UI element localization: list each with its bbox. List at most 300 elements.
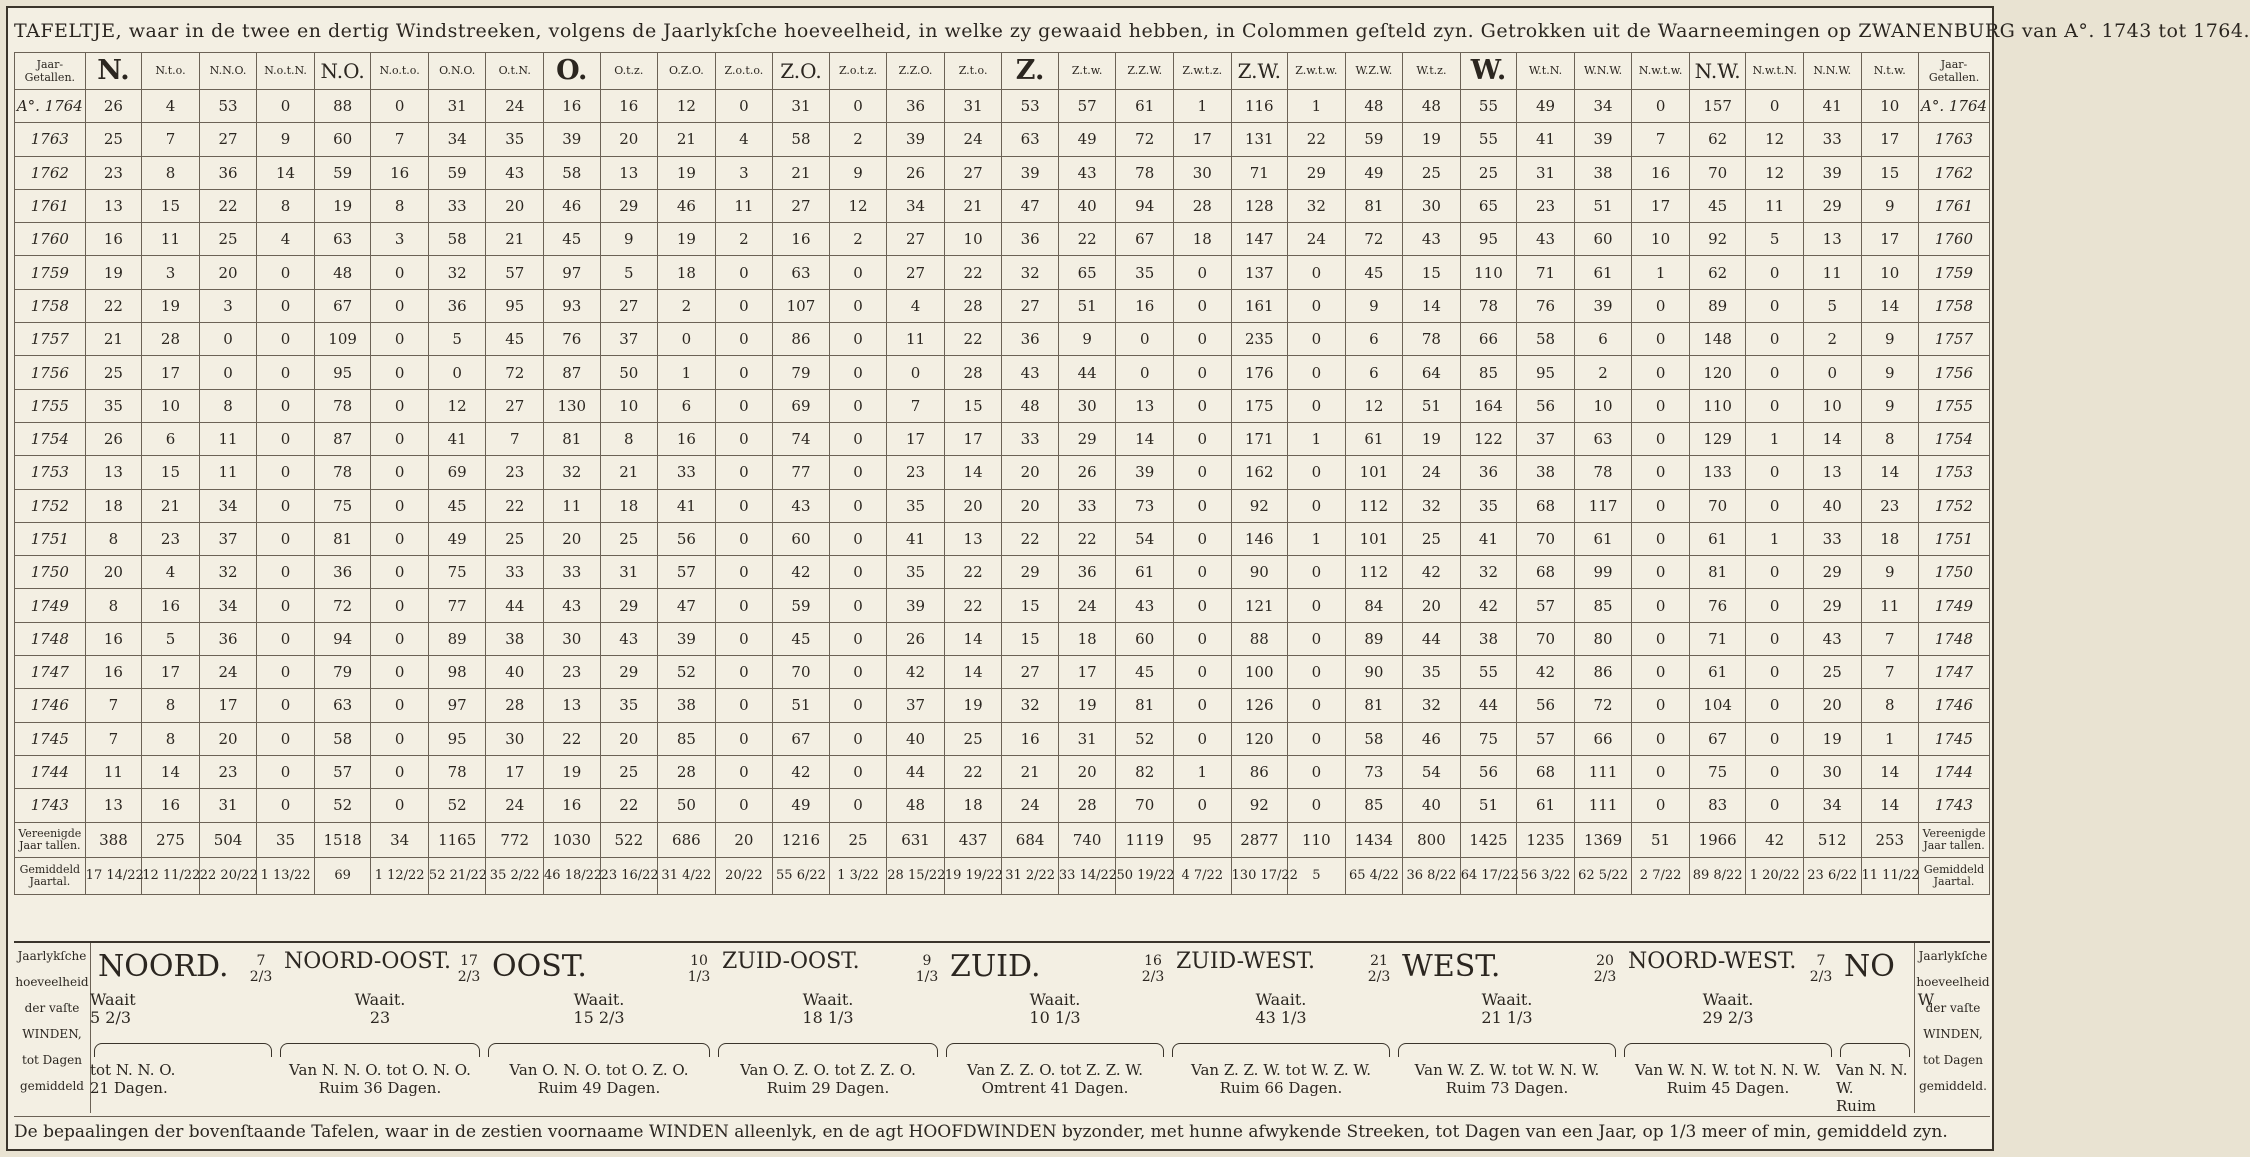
value-cell: 0 [715, 522, 773, 555]
range-text: Van Z. Z. W. tot W. Z. W. [1191, 1061, 1371, 1079]
value-cell: 0 [658, 323, 716, 356]
value-cell: 20 [1058, 755, 1116, 788]
sum-cell: 2877 [1231, 822, 1288, 857]
value-cell: 12 [1746, 156, 1804, 189]
value-cell: 0 [257, 422, 315, 455]
value-cell: 0 [715, 422, 773, 455]
sum-label-right: Vereenigde Jaar tallen. [1919, 822, 1990, 857]
value-cell: 89 [1345, 622, 1403, 655]
value-cell: 100 [1231, 656, 1288, 689]
value-cell: 25 [1403, 156, 1461, 189]
value-cell: 85 [1460, 356, 1517, 389]
sum-cell: 686 [658, 822, 716, 857]
average-cell: 52 21/22 [428, 857, 486, 894]
value-cell: 30 [544, 622, 601, 655]
value-cell: 19 [314, 189, 371, 222]
value-cell: 0 [1746, 789, 1804, 822]
value-cell: 63 [1002, 123, 1059, 156]
value-cell: 16 [773, 223, 830, 256]
value-cell: 58 [314, 722, 371, 755]
sum-cell: 1216 [773, 822, 830, 857]
value-cell: 7 [85, 689, 142, 722]
value-cell: 28 [1173, 189, 1231, 222]
value-cell: 110 [1689, 389, 1746, 422]
value-cell: 61 [1116, 90, 1174, 123]
value-cell: 46 [1403, 722, 1461, 755]
value-cell: 55 [1460, 656, 1517, 689]
value-cell: 133 [1689, 456, 1746, 489]
value-cell: 43 [1803, 622, 1861, 655]
sum-cell: 42 [1746, 822, 1804, 857]
value-cell: 43 [600, 622, 658, 655]
value-cell: 58 [428, 223, 486, 256]
value-cell: 0 [1746, 755, 1804, 788]
value-cell: 4 [257, 223, 315, 256]
value-cell: 23 [1517, 189, 1575, 222]
year-cell-right: A°. 1764 [1919, 90, 1990, 123]
days-text: 21 Dagen. [90, 1079, 168, 1097]
value-cell: 17 [1632, 189, 1690, 222]
value-cell: 0 [1632, 622, 1690, 655]
column-header: Z.W. [1231, 53, 1288, 90]
value-cell: 32 [428, 256, 486, 289]
label-line: Jaarlykſche [1918, 949, 1988, 963]
sum-cell: 772 [486, 822, 544, 857]
brace-line [718, 1043, 938, 1057]
value-cell: 0 [715, 356, 773, 389]
value-cell: 0 [257, 289, 315, 322]
sum-cell: 1434 [1345, 822, 1403, 857]
value-cell: 90 [1231, 556, 1288, 589]
value-cell: 13 [1803, 456, 1861, 489]
value-cell: 19 [1403, 422, 1461, 455]
value-cell: 20 [85, 556, 142, 589]
value-cell: 235 [1231, 323, 1288, 356]
value-cell: 41 [658, 489, 716, 522]
label-line: gemiddeld. [1919, 1079, 1987, 1093]
value-cell: 0 [715, 622, 773, 655]
value-cell: 9 [1861, 189, 1919, 222]
waait-label [90, 991, 270, 1027]
value-cell: 20 [944, 489, 1002, 522]
value-cell: 78 [314, 456, 371, 489]
value-cell: 80 [1574, 622, 1632, 655]
year-cell: 1752 [15, 489, 86, 522]
value-cell: 64 [1403, 356, 1461, 389]
wind-group-name: NO [1844, 949, 1895, 984]
value-cell: 75 [1689, 755, 1746, 788]
value-cell: 0 [1173, 689, 1231, 722]
value-cell: 0 [1116, 356, 1174, 389]
days-text: Ruim 66 Dagen. [1219, 1079, 1343, 1097]
value-cell: 0 [829, 289, 887, 322]
sum-cell: 1119 [1116, 822, 1174, 857]
value-cell: 10 [1861, 90, 1919, 123]
value-cell: 14 [1861, 755, 1919, 788]
sum-cell: 275 [142, 822, 200, 857]
value-cell: 93 [544, 289, 601, 322]
label-line: hoeveelheid [1916, 975, 1990, 989]
value-cell: 45 [1689, 189, 1746, 222]
days-text: Ruim 73 Dagen. [1445, 1079, 1569, 1097]
value-cell: 3 [142, 256, 200, 289]
label-line: WINDEN, [22, 1027, 82, 1041]
value-cell: 1 [1288, 90, 1346, 123]
value-cell: 49 [773, 789, 830, 822]
value-cell: 47 [658, 589, 716, 622]
value-cell: 72 [1345, 223, 1403, 256]
value-cell: 0 [829, 589, 887, 622]
value-cell: 15 [1403, 256, 1461, 289]
value-cell: 137 [1231, 256, 1288, 289]
average-cell: 1 20/22 [1746, 857, 1804, 894]
value-cell: 14 [1861, 289, 1919, 322]
value-cell: 20 [486, 189, 544, 222]
days-text: Ruim 36 Dagen. [318, 1079, 442, 1097]
value-cell: 117 [1574, 489, 1632, 522]
value-cell: 22 [1288, 123, 1346, 156]
waait-text: Waait. [573, 990, 625, 1009]
value-cell: 0 [371, 256, 429, 289]
sum-cell: 1369 [1574, 822, 1632, 857]
value-cell: 25 [1803, 656, 1861, 689]
value-cell: 0 [1632, 489, 1690, 522]
value-cell: 7 [887, 389, 945, 422]
year-cell-right: 1762 [1919, 156, 1990, 189]
value-cell: 0 [829, 389, 887, 422]
value-cell: 35 [887, 489, 945, 522]
value-cell: 0 [715, 722, 773, 755]
value-cell: 76 [1517, 289, 1575, 322]
value-cell: 55 [1460, 90, 1517, 123]
value-cell: 30 [1403, 189, 1461, 222]
value-cell: 57 [1517, 722, 1575, 755]
value-cell: 28 [486, 689, 544, 722]
sum-cell: 740 [1058, 822, 1116, 857]
column-header: O. [544, 53, 601, 90]
column-header: N.t.o. [142, 53, 200, 90]
value-cell: 49 [1345, 156, 1403, 189]
average-cell: 22 20/22 [199, 857, 257, 894]
label-line: Jaarlykſche [17, 949, 87, 963]
value-cell: 0 [1288, 755, 1346, 788]
brace-line [280, 1043, 480, 1057]
value-cell: 19 [85, 256, 142, 289]
value-cell: 25 [600, 755, 658, 788]
value-cell: 0 [257, 556, 315, 589]
label-line: hoeveelheid [15, 975, 89, 989]
value-cell: 36 [428, 289, 486, 322]
value-cell: 51 [1460, 789, 1517, 822]
value-cell: 11 [1803, 256, 1861, 289]
value-cell: 35 [85, 389, 142, 422]
year-cell: 1763 [15, 123, 86, 156]
value-cell: 36 [1002, 323, 1059, 356]
average-label-right: Gemiddeld Jaartal. [1919, 857, 1990, 894]
value-cell: 35 [887, 556, 945, 589]
year-cell-right: 1751 [1919, 522, 1990, 555]
value-cell: 28 [658, 755, 716, 788]
value-cell: 79 [773, 356, 830, 389]
column-header: Z.O. [773, 53, 830, 90]
value-cell: 95 [1517, 356, 1575, 389]
value-cell: 20 [199, 256, 257, 289]
value-cell: 17 [486, 755, 544, 788]
column-header: Z.Z.O. [887, 53, 945, 90]
value-cell: 0 [1288, 689, 1346, 722]
group-range-note [280, 1061, 480, 1097]
value-cell: 16 [85, 223, 142, 256]
average-cell: 4 7/22 [1173, 857, 1231, 894]
column-header: W.t.z. [1403, 53, 1461, 90]
value-cell: 16 [142, 589, 200, 622]
value-cell: 43 [773, 489, 830, 522]
value-cell: 75 [1460, 722, 1517, 755]
value-cell: 0 [715, 755, 773, 788]
value-cell: 31 [600, 556, 658, 589]
value-cell: 22 [85, 289, 142, 322]
year-cell: 1751 [15, 522, 86, 555]
value-cell: 37 [600, 323, 658, 356]
value-cell: 32 [1403, 489, 1461, 522]
value-cell: 0 [257, 323, 315, 356]
value-cell: 37 [887, 689, 945, 722]
value-cell: 25 [486, 522, 544, 555]
value-cell: 22 [1058, 522, 1116, 555]
value-cell: 65 [1058, 256, 1116, 289]
value-cell: 59 [428, 156, 486, 189]
value-cell: 50 [600, 356, 658, 389]
value-cell: 7 [1861, 656, 1919, 689]
value-cell: 24 [486, 90, 544, 123]
value-cell: 39 [887, 589, 945, 622]
value-cell: 39 [1803, 156, 1861, 189]
value-cell: 53 [199, 90, 257, 123]
value-cell: 35 [1460, 489, 1517, 522]
brace-line [1840, 1043, 1910, 1057]
waait-value: 15 2/3 [573, 1008, 625, 1027]
sum-cell: 1966 [1689, 822, 1746, 857]
wind-group-name: NOORD. [98, 949, 229, 984]
value-cell: 67 [773, 722, 830, 755]
value-cell: 45 [1345, 256, 1403, 289]
value-cell: 13 [600, 156, 658, 189]
value-cell: 3 [199, 289, 257, 322]
value-cell: 0 [257, 722, 315, 755]
waait-value: 23 [369, 1008, 391, 1027]
sum-cell: 51 [1632, 822, 1690, 857]
value-cell: 63 [314, 689, 371, 722]
value-cell: 6 [142, 422, 200, 455]
brace-line [1398, 1043, 1616, 1057]
value-cell: 0 [257, 256, 315, 289]
value-cell: 14 [142, 755, 200, 788]
value-cell: 89 [1689, 289, 1746, 322]
value-cell: 0 [715, 456, 773, 489]
value-cell: 0 [1173, 622, 1231, 655]
value-cell: 16 [1002, 722, 1059, 755]
value-cell: 5 [1746, 223, 1804, 256]
value-cell: 8 [142, 722, 200, 755]
wind-group-name: NOORD-OOST. [284, 949, 451, 974]
value-cell: 16 [142, 789, 200, 822]
days-text: Ruim [1836, 1097, 1876, 1115]
value-cell: 45 [773, 622, 830, 655]
value-cell: 72 [314, 589, 371, 622]
value-cell: 39 [544, 123, 601, 156]
year-cell-right: 1755 [1919, 389, 1990, 422]
value-cell: 0 [257, 90, 315, 123]
value-cell: 27 [887, 256, 945, 289]
value-cell: 22 [944, 589, 1002, 622]
wind-group-name: NOORD-WEST. [1628, 949, 1797, 974]
value-cell: 11 [142, 223, 200, 256]
value-cell: 59 [1345, 123, 1403, 156]
value-cell: 40 [486, 656, 544, 689]
value-cell: 12 [1746, 123, 1804, 156]
column-header: W. [1460, 53, 1517, 90]
value-cell: 82 [1116, 755, 1174, 788]
value-cell: 40 [1058, 189, 1116, 222]
value-cell: 17 [142, 356, 200, 389]
waait-value: 21 1/3 [1481, 1008, 1533, 1027]
value-cell: 0 [829, 722, 887, 755]
column-header: N.N.W. [1803, 53, 1861, 90]
value-cell: 0 [371, 90, 429, 123]
value-cell: 33 [1002, 422, 1059, 455]
value-cell: 11 [1861, 589, 1919, 622]
group-separator-value: 17 2/3 [457, 953, 481, 985]
value-cell: 19 [658, 156, 716, 189]
year-cell: A°. 1764 [15, 90, 86, 123]
value-cell: 0 [1746, 689, 1804, 722]
value-cell: 74 [773, 422, 830, 455]
value-cell: 83 [1689, 789, 1746, 822]
value-cell: 0 [257, 589, 315, 622]
average-label: Gemiddeld Jaartal. [15, 857, 86, 894]
value-cell: 0 [1288, 722, 1346, 755]
year-cell: 1762 [15, 156, 86, 189]
value-cell: 176 [1231, 356, 1288, 389]
value-cell: 6 [658, 389, 716, 422]
document-sheet [6, 6, 2250, 1151]
bottom-right-label [1914, 943, 1991, 1113]
column-header: N.O. [314, 53, 371, 90]
column-header: Z.w.t.z. [1173, 53, 1231, 90]
days-text: Ruim 49 Dagen. [537, 1079, 661, 1097]
value-cell: 42 [773, 556, 830, 589]
value-cell: 3 [371, 223, 429, 256]
value-cell: 0 [829, 456, 887, 489]
table-row [15, 589, 1990, 622]
value-cell: 19 [1403, 123, 1461, 156]
year-cell: 1760 [15, 223, 86, 256]
value-cell: 54 [1116, 522, 1174, 555]
value-cell: 30 [486, 722, 544, 755]
value-cell: 14 [1116, 422, 1174, 455]
group-range-note [1407, 1061, 1607, 1097]
value-cell: 31 [428, 90, 486, 123]
value-cell: 27 [486, 389, 544, 422]
value-cell: 0 [715, 789, 773, 822]
year-cell-right: 1747 [1919, 656, 1990, 689]
wind-group-name: OOST. [492, 949, 587, 984]
year-cell: 1754 [15, 422, 86, 455]
value-cell: 18 [600, 489, 658, 522]
value-cell: 0 [1116, 323, 1174, 356]
column-header: W.Z.W. [1345, 53, 1403, 90]
value-cell: 26 [1058, 456, 1116, 489]
value-cell: 1 [1746, 422, 1804, 455]
waait-value: 29 2/3 [1702, 1008, 1754, 1027]
column-header: N.o.t.o. [371, 53, 429, 90]
value-cell: 0 [829, 90, 887, 123]
sum-cell: 631 [887, 822, 945, 857]
table-row [15, 789, 1990, 822]
value-cell: 16 [1632, 156, 1690, 189]
waait-label [738, 991, 918, 1027]
table-row [15, 722, 1990, 755]
waait-value: 10 1/3 [1029, 1008, 1081, 1027]
value-cell: 45 [428, 489, 486, 522]
value-cell: 22 [944, 755, 1002, 788]
waait-label [1417, 991, 1597, 1027]
value-cell: 19 [142, 289, 200, 322]
value-cell: 85 [1345, 789, 1403, 822]
table-row [15, 256, 1990, 289]
value-cell: 175 [1231, 389, 1288, 422]
value-cell: 9 [829, 156, 887, 189]
value-cell: 0 [1746, 323, 1804, 356]
value-cell: 0 [199, 323, 257, 356]
value-cell: 33 [486, 556, 544, 589]
average-cell: 1 12/22 [371, 857, 429, 894]
year-cell: 1746 [15, 689, 86, 722]
range-text: Van O. N. O. tot O. Z. O. [509, 1061, 689, 1079]
wind-group-name: ZUID-OOST. [722, 949, 860, 974]
value-cell: 8 [85, 522, 142, 555]
value-cell: 43 [486, 156, 544, 189]
value-cell: 130 [544, 389, 601, 422]
value-cell: 28 [944, 356, 1002, 389]
value-cell: 38 [1517, 456, 1575, 489]
wind-group [1168, 943, 1394, 1113]
value-cell: 26 [85, 422, 142, 455]
column-header: Z.o.t.z. [829, 53, 887, 90]
value-cell: 13 [544, 689, 601, 722]
value-cell: 11 [199, 422, 257, 455]
value-cell: 107 [773, 289, 830, 322]
value-cell: 0 [1746, 356, 1804, 389]
value-cell: 63 [773, 256, 830, 289]
value-cell: 0 [1632, 323, 1690, 356]
value-cell: 0 [1632, 289, 1690, 322]
sum-label: Vereenigde Jaar tallen. [15, 822, 86, 857]
value-cell: 9 [1345, 289, 1403, 322]
value-cell: 0 [371, 389, 429, 422]
value-cell: 29 [1803, 556, 1861, 589]
average-cell: 23 16/22 [600, 857, 658, 894]
value-cell: 14 [1861, 789, 1919, 822]
value-cell: 52 [314, 789, 371, 822]
value-cell: 0 [371, 356, 429, 389]
value-cell: 18 [1173, 223, 1231, 256]
value-cell: 84 [1345, 589, 1403, 622]
value-cell: 67 [1116, 223, 1174, 256]
value-cell: 29 [600, 656, 658, 689]
value-cell: 51 [773, 689, 830, 722]
year-cell: 1755 [15, 389, 86, 422]
